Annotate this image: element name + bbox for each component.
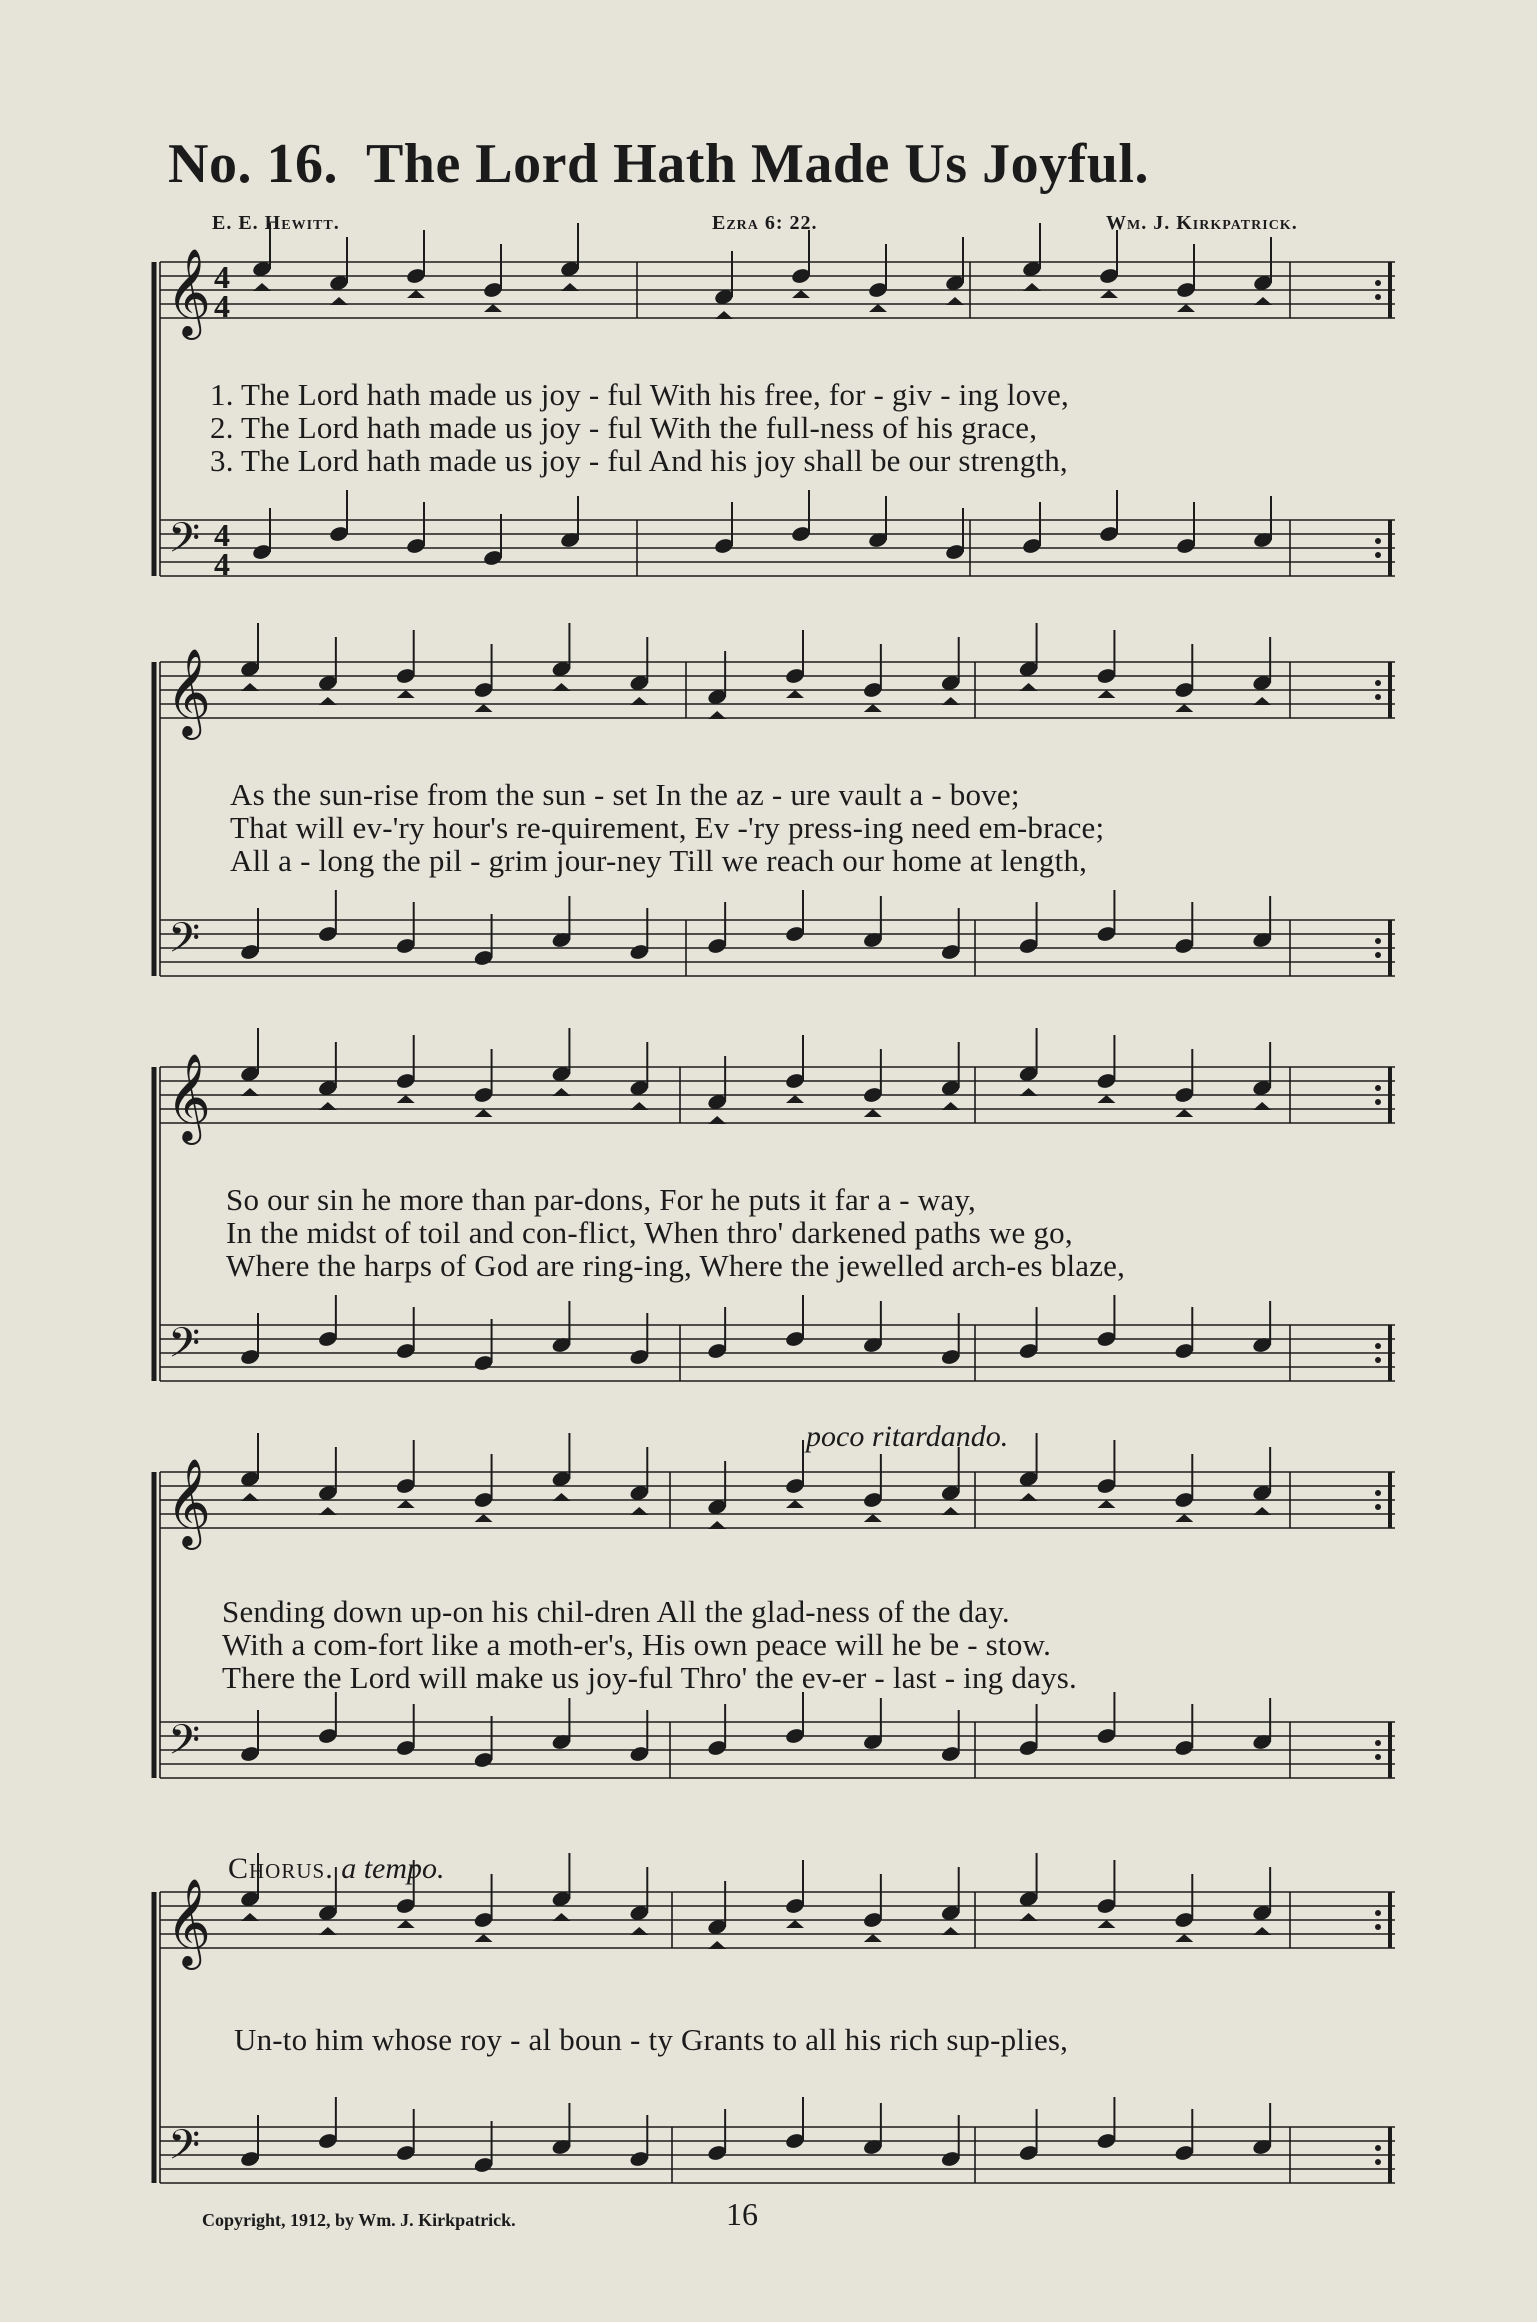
bass-clef: 𝄢 [168,914,201,972]
shape-note-head [552,1088,570,1096]
shape-note-head [1097,690,1115,698]
lyric-line: As the sun-rise from the sun - set In the az - ure vault a - bove; [230,777,1020,812]
repeat-dot [1375,1357,1381,1363]
composer-credit: Wm. J. Kirkpatrick. [1106,212,1298,234]
repeat-dot [1375,1754,1381,1760]
shape-note-head [484,304,502,312]
shape-note-head [630,1507,648,1515]
shape-note-head [552,1493,570,1501]
shape-note-head [1177,304,1195,312]
lyric-line: Where the harps of God are ring-ing, Where the jewelled arch-es blaze, [226,1248,1126,1283]
shape-note-head [1020,1493,1038,1501]
shape-note-head [475,704,493,712]
shape-note-head [864,1109,882,1117]
bass-clef: 𝄢 [168,1716,201,1774]
shape-note-head [319,1102,337,1110]
repeat-dot [1375,552,1381,558]
tempo-direction: poco ritardando. [806,1420,1009,1453]
repeat-dot [1375,952,1381,958]
time-signature-top: 4 [214,259,230,295]
lyric-line: In the midst of toil and con-flict, When thro' darkened paths we go, [226,1215,1073,1250]
lyric-line: There the Lord will make us joy-ful Thro' the ev-er - last - ing days. [222,1660,1077,1695]
shape-note-head [1253,1507,1271,1515]
shape-note-head [786,1500,804,1508]
repeat-dot [1375,294,1381,300]
repeat-dot [1375,2145,1381,2151]
shape-note-head [630,1927,648,1935]
shape-note-head [552,1913,570,1921]
shape-note-head [946,297,964,305]
shape-note-head [397,1500,415,1508]
chorus-tempo: a tempo. [341,1852,445,1885]
shape-note-head [1253,1102,1271,1110]
shape-note-head [864,1514,882,1522]
lyric-line: All a - long the pil - grim jour-ney Till we reach our home at length, [230,843,1088,878]
shape-note-head [1175,1514,1193,1522]
shape-note-head [1100,290,1118,298]
shape-note-head [319,697,337,705]
repeat-dot [1375,1099,1381,1105]
shape-note-head [708,1521,726,1529]
shape-note-head [1020,1088,1038,1096]
shape-note-head [1097,1920,1115,1928]
bass-clef: 𝄢 [168,514,201,572]
lyric-line: With a com-fort like a moth-er's, His own peace will he be - stow. [222,1627,1052,1662]
shape-note-head [561,283,579,291]
shape-note-head [241,1913,259,1921]
shape-note-head [942,1102,960,1110]
shape-note-head [241,1088,259,1096]
shape-note-head [715,311,733,319]
repeat-dot [1375,1924,1381,1930]
shape-note-head [1254,297,1272,305]
shape-note-head [1175,1109,1193,1117]
lyric-line: Sending down up-on his chil-dren All the glad-ness of the day. [222,1594,1010,1629]
time-signature-bottom: 4 [214,288,230,324]
treble-clef: 𝄞 [166,647,211,736]
shape-note-head [241,1493,259,1501]
treble-clef: 𝄞 [166,1052,211,1141]
shape-note-head [253,283,271,291]
lyric-line: That will ev-'ry hour's re-quirement, Ev -'ry press-ing need em-brace; [230,810,1105,845]
shape-note-head [1023,283,1041,291]
shape-note-head [864,1934,882,1942]
shape-note-head [942,1507,960,1515]
shape-note-head [1175,1934,1193,1942]
chorus-heading [228,1852,445,1886]
lyric-line: Un-to him whose roy - al boun - ty Grants to all his rich sup-plies, [234,2022,1069,2057]
lyric-line: 3. The Lord hath made us joy - ful And his joy shall be our strength, [210,443,1068,478]
shape-note-head [319,1927,337,1935]
shape-note-head [330,297,348,305]
shape-note-head [1253,697,1271,705]
shape-note-head [1020,683,1038,691]
shape-note-head [1097,1095,1115,1103]
shape-note-head [786,1920,804,1928]
shape-note-head [397,690,415,698]
treble-clef: 𝄞 [166,247,211,336]
shape-note-head [942,1927,960,1935]
repeat-dot [1375,938,1381,944]
shape-note-head [397,1920,415,1928]
repeat-dot [1375,694,1381,700]
lyric-line: So our sin he more than par-dons, For he puts it far a - way, [226,1182,976,1217]
scripture-reference: Ezra 6: 22. [712,212,818,234]
shape-note-head [475,1934,493,1942]
shape-note-head [1097,1500,1115,1508]
hymn-title: The Lord Hath Made Us Joyful. [365,133,1149,195]
hymn-number: No. 16. [168,133,338,195]
chorus-label: Chorus. [228,1852,334,1885]
shape-note-head [552,683,570,691]
shape-note-head [786,1095,804,1103]
shape-note-head [708,1941,726,1949]
repeat-dot [1375,1910,1381,1916]
repeat-dot [1375,1740,1381,1746]
time-signature-top: 4 [214,517,230,553]
repeat-dot [1375,1343,1381,1349]
shape-note-head [792,290,810,298]
shape-note-head [407,290,425,298]
copyright-notice: Copyright, 1912, by Wm. J. Kirkpatrick. [202,2210,516,2230]
repeat-dot [1375,680,1381,686]
bass-clef: 𝄢 [168,2121,201,2179]
repeat-dot [1375,538,1381,544]
shape-note-head [630,697,648,705]
shape-note-head [1020,1913,1038,1921]
repeat-dot [1375,1085,1381,1091]
shape-note-head [1253,1927,1271,1935]
page-number: 16 [726,2196,758,2232]
author-credit: E. E. Hewitt. [212,212,340,234]
shape-note-head [475,1109,493,1117]
shape-note-head [869,304,887,312]
shape-note-head [708,711,726,719]
repeat-dot [1375,1504,1381,1510]
repeat-dot [1375,280,1381,286]
shape-note-head [630,1102,648,1110]
shape-note-head [397,1095,415,1103]
bass-clef: 𝄢 [168,1319,201,1377]
treble-clef: 𝄞 [166,1457,211,1546]
shape-note-head [319,1507,337,1515]
repeat-dot [1375,2159,1381,2165]
repeat-dot [1375,1490,1381,1496]
treble-clef: 𝄞 [166,1877,211,1966]
shape-note-head [241,683,259,691]
shape-note-head [475,1514,493,1522]
shape-note-head [708,1116,726,1124]
shape-note-head [864,704,882,712]
shape-note-head [1175,704,1193,712]
lyric-line: 2. The Lord hath made us joy - ful With the full-ness of his grace, [210,410,1038,445]
lyric-line: 1. The Lord hath made us joy - ful With his free, for - giv - ing love, [210,377,1069,412]
shape-note-head [942,697,960,705]
shape-note-head [786,690,804,698]
time-signature-bottom: 4 [214,546,230,582]
